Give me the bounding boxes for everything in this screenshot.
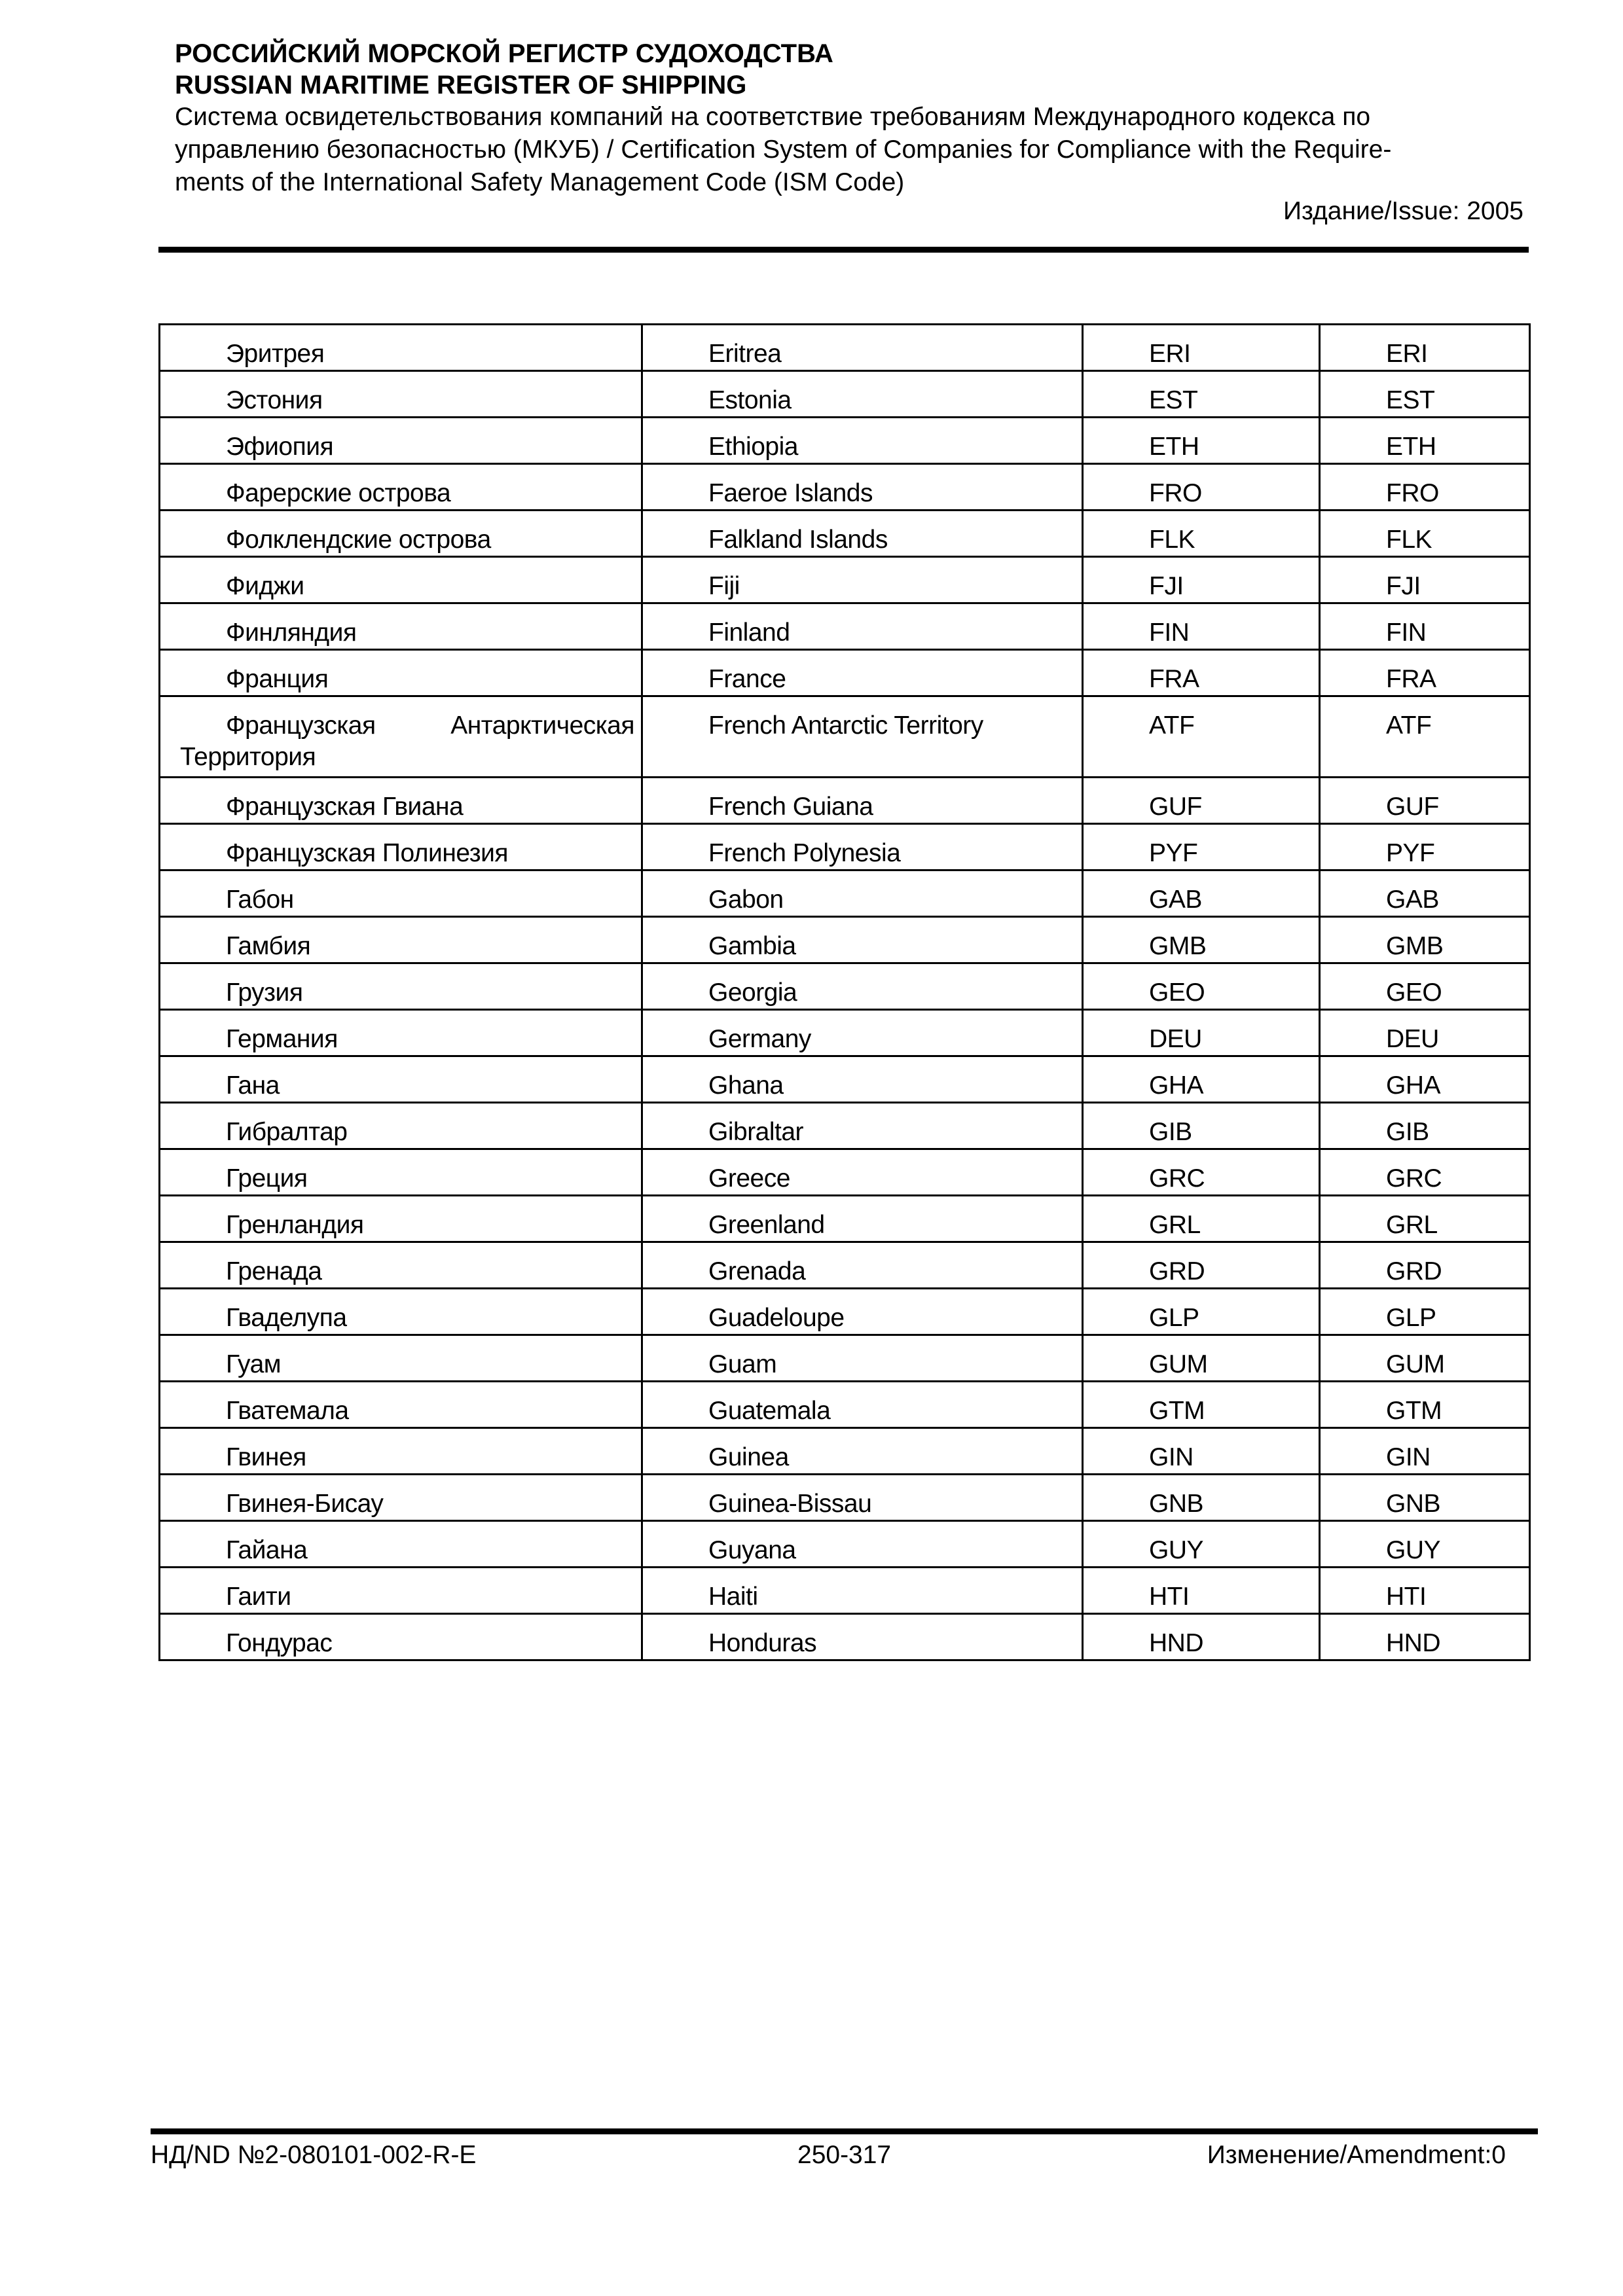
country-name-ru	[160, 696, 642, 778]
document-header	[175, 38, 1537, 225]
register-title-en: RUSSIAN MARITIME REGISTER OF SHIPPING	[175, 71, 747, 99]
country-name-ru: Греция	[160, 1149, 642, 1196]
country-name-ru: Гвинея	[160, 1428, 642, 1475]
table-row	[160, 1056, 1530, 1103]
country-code: GTM	[1083, 1382, 1320, 1428]
country-name-en: Greenland	[642, 1196, 1083, 1242]
country-name-ru: Эритрея	[160, 325, 642, 371]
country-name-en: Germany	[642, 1010, 1083, 1056]
country-name-en: Guatemala	[642, 1382, 1083, 1428]
country-code: FJI	[1083, 557, 1320, 603]
country-code-alt: GTM	[1320, 1382, 1530, 1428]
country-name-ru: Гуам	[160, 1335, 642, 1382]
country-code-alt: FRO	[1320, 464, 1530, 511]
doc-number: НД/ND №2-080101-002-R-E	[151, 2141, 477, 2169]
country-code: GMB	[1083, 917, 1320, 963]
country-name-en: Eritrea	[642, 325, 1083, 371]
system-title-line-3: ments of the International Safety Management Code (ISM Code)	[175, 168, 905, 196]
country-code: PYF	[1083, 824, 1320, 870]
country-name-en: Ghana	[642, 1056, 1083, 1103]
country-name-ru: Габон	[160, 870, 642, 917]
table-row	[160, 1335, 1530, 1382]
country-name-en: Gibraltar	[642, 1103, 1083, 1149]
country-name-ru: Фарерские острова	[160, 464, 642, 511]
country-code-alt: GUM	[1320, 1335, 1530, 1382]
table-row	[160, 870, 1530, 917]
table-row	[160, 371, 1530, 418]
country-code-alt: FLK	[1320, 511, 1530, 557]
country-code-alt: GRC	[1320, 1149, 1530, 1196]
table-row	[160, 1289, 1530, 1335]
system-title-line-1: Система освидетельствования компаний на соответствие требованиям Международного кодекса по	[175, 103, 1371, 131]
country-code-alt: FIN	[1320, 603, 1530, 650]
table-row	[160, 1568, 1530, 1614]
country-code-alt: HND	[1320, 1614, 1530, 1660]
table-row	[160, 917, 1530, 963]
table-row	[160, 603, 1530, 650]
country-code: ATF	[1083, 696, 1320, 778]
country-name-ru: Грузия	[160, 963, 642, 1010]
country-code-alt: ATF	[1320, 696, 1530, 778]
country-name-en: Guam	[642, 1335, 1083, 1382]
country-code-alt: GRD	[1320, 1242, 1530, 1289]
table-row	[160, 1010, 1530, 1056]
country-code: GHA	[1083, 1056, 1320, 1103]
system-title-line-2: управлению безопасностью (МКУБ) / Certification System of Companies for Compliance with the Require-	[175, 135, 1392, 164]
country-name-ru-line-1: Французская Антарктическая	[226, 711, 634, 740]
table-row	[160, 696, 1530, 778]
table-row	[160, 1149, 1530, 1196]
country-name-ru: Гана	[160, 1056, 642, 1103]
country-code: DEU	[1083, 1010, 1320, 1056]
country-name-ru-line-2: Территория	[180, 743, 316, 771]
country-code: GRC	[1083, 1149, 1320, 1196]
table-row	[160, 1242, 1530, 1289]
country-name-ru: Гватемала	[160, 1382, 642, 1428]
country-name-ru: Фолклендские острова	[160, 511, 642, 557]
country-name-en: Georgia	[642, 963, 1083, 1010]
country-code: HND	[1083, 1614, 1320, 1660]
country-name-en: Gabon	[642, 870, 1083, 917]
issue-label: Издание/Issue: 2005	[1283, 197, 1523, 225]
country-code: GIB	[1083, 1103, 1320, 1149]
country-code: ETH	[1083, 418, 1320, 464]
header-divider	[158, 247, 1529, 253]
country-code: FRO	[1083, 464, 1320, 511]
country-name-en: Estonia	[642, 371, 1083, 418]
country-code-alt: GIB	[1320, 1103, 1530, 1149]
country-name-ru: Финляндия	[160, 603, 642, 650]
country-name-ru: Гибралтар	[160, 1103, 642, 1149]
country-name-en: Greece	[642, 1149, 1083, 1196]
page-number: 250-317	[797, 2141, 892, 2169]
table-row	[160, 418, 1530, 464]
country-name-en: Haiti	[642, 1568, 1083, 1614]
country-code: ERI	[1083, 325, 1320, 371]
country-code-alt: ERI	[1320, 325, 1530, 371]
country-code-alt: DEU	[1320, 1010, 1530, 1056]
country-code-alt: EST	[1320, 371, 1530, 418]
table-row	[160, 963, 1530, 1010]
country-code-alt: GMB	[1320, 917, 1530, 963]
country-code: GEO	[1083, 963, 1320, 1010]
country-name-ru: Германия	[160, 1010, 642, 1056]
country-name-en: Faeroe Islands	[642, 464, 1083, 511]
table-row	[160, 824, 1530, 870]
country-code: GUM	[1083, 1335, 1320, 1382]
country-code: FIN	[1083, 603, 1320, 650]
country-code: HTI	[1083, 1568, 1320, 1614]
country-code: GNB	[1083, 1475, 1320, 1521]
country-table-body	[160, 325, 1530, 1660]
table-row	[160, 1103, 1530, 1149]
country-name-ru: Эстония	[160, 371, 642, 418]
table-row	[160, 1382, 1530, 1428]
country-name-en: Finland	[642, 603, 1083, 650]
country-code: GUF	[1083, 778, 1320, 824]
country-code-alt: GUY	[1320, 1521, 1530, 1568]
country-name-en: Ethiopia	[642, 418, 1083, 464]
country-name-en: Guadeloupe	[642, 1289, 1083, 1335]
table-row	[160, 650, 1530, 696]
country-name-en: French Guiana	[642, 778, 1083, 824]
table-row	[160, 325, 1530, 371]
country-name-en: Falkland Islands	[642, 511, 1083, 557]
document-footer	[151, 2139, 1506, 2178]
country-code-alt: FJI	[1320, 557, 1530, 603]
country-codes-table	[158, 323, 1529, 1661]
country-code: FRA	[1083, 650, 1320, 696]
country-code-alt: PYF	[1320, 824, 1530, 870]
country-name-ru: Фиджи	[160, 557, 642, 603]
country-name-ru: Гайана	[160, 1521, 642, 1568]
country-code-alt: ETH	[1320, 418, 1530, 464]
country-name-en: French Antarctic Territory	[642, 696, 1083, 778]
table-row	[160, 1521, 1530, 1568]
country-name-ru: Французская Гвиана	[160, 778, 642, 824]
country-code-alt: GRL	[1320, 1196, 1530, 1242]
table-row	[160, 778, 1530, 824]
country-code: FLK	[1083, 511, 1320, 557]
country-code: GRL	[1083, 1196, 1320, 1242]
country-name-ru: Гваделупа	[160, 1289, 642, 1335]
country-code-alt: GLP	[1320, 1289, 1530, 1335]
country-code-alt: GHA	[1320, 1056, 1530, 1103]
country-table	[158, 323, 1531, 1661]
country-name-ru: Гренада	[160, 1242, 642, 1289]
country-name-ru: Гондурас	[160, 1614, 642, 1660]
country-name-en: Grenada	[642, 1242, 1083, 1289]
country-name-ru: Эфиопия	[160, 418, 642, 464]
country-code-alt: FRA	[1320, 650, 1530, 696]
country-name-en: Guyana	[642, 1521, 1083, 1568]
country-code: GUY	[1083, 1521, 1320, 1568]
amendment-label: Изменение/Amendment:0	[1207, 2141, 1506, 2169]
country-name-ru: Гамбия	[160, 917, 642, 963]
country-code: GIN	[1083, 1428, 1320, 1475]
country-code-alt: GUF	[1320, 778, 1530, 824]
country-name-en: French Polynesia	[642, 824, 1083, 870]
table-row	[160, 1196, 1530, 1242]
table-row	[160, 511, 1530, 557]
country-code-alt: GNB	[1320, 1475, 1530, 1521]
country-code-alt: GAB	[1320, 870, 1530, 917]
country-name-en: Guinea	[642, 1428, 1083, 1475]
table-row	[160, 1614, 1530, 1660]
country-name-en: Honduras	[642, 1614, 1083, 1660]
country-name-en: Guinea-Bissau	[642, 1475, 1083, 1521]
country-name-ru: Гренландия	[160, 1196, 642, 1242]
country-code-alt: GIN	[1320, 1428, 1530, 1475]
country-name-ru: Франция	[160, 650, 642, 696]
register-title-ru: РОССИЙСКИЙ МОРСКОЙ РЕГИСТР СУДОХОДСТВА	[175, 39, 833, 68]
country-name-en: France	[642, 650, 1083, 696]
country-code: GAB	[1083, 870, 1320, 917]
country-code-alt: HTI	[1320, 1568, 1530, 1614]
country-name-ru: Гвинея-Бисау	[160, 1475, 642, 1521]
footer-divider	[151, 2128, 1538, 2134]
country-name-en: Fiji	[642, 557, 1083, 603]
country-name-ru: Гаити	[160, 1568, 642, 1614]
country-code: GRD	[1083, 1242, 1320, 1289]
country-code: EST	[1083, 371, 1320, 418]
country-name-en: Gambia	[642, 917, 1083, 963]
table-row	[160, 1428, 1530, 1475]
country-code: GLP	[1083, 1289, 1320, 1335]
country-name-ru: Французская Полинезия	[160, 824, 642, 870]
country-code-alt: GEO	[1320, 963, 1530, 1010]
table-row	[160, 464, 1530, 511]
table-row	[160, 1475, 1530, 1521]
table-row	[160, 557, 1530, 603]
